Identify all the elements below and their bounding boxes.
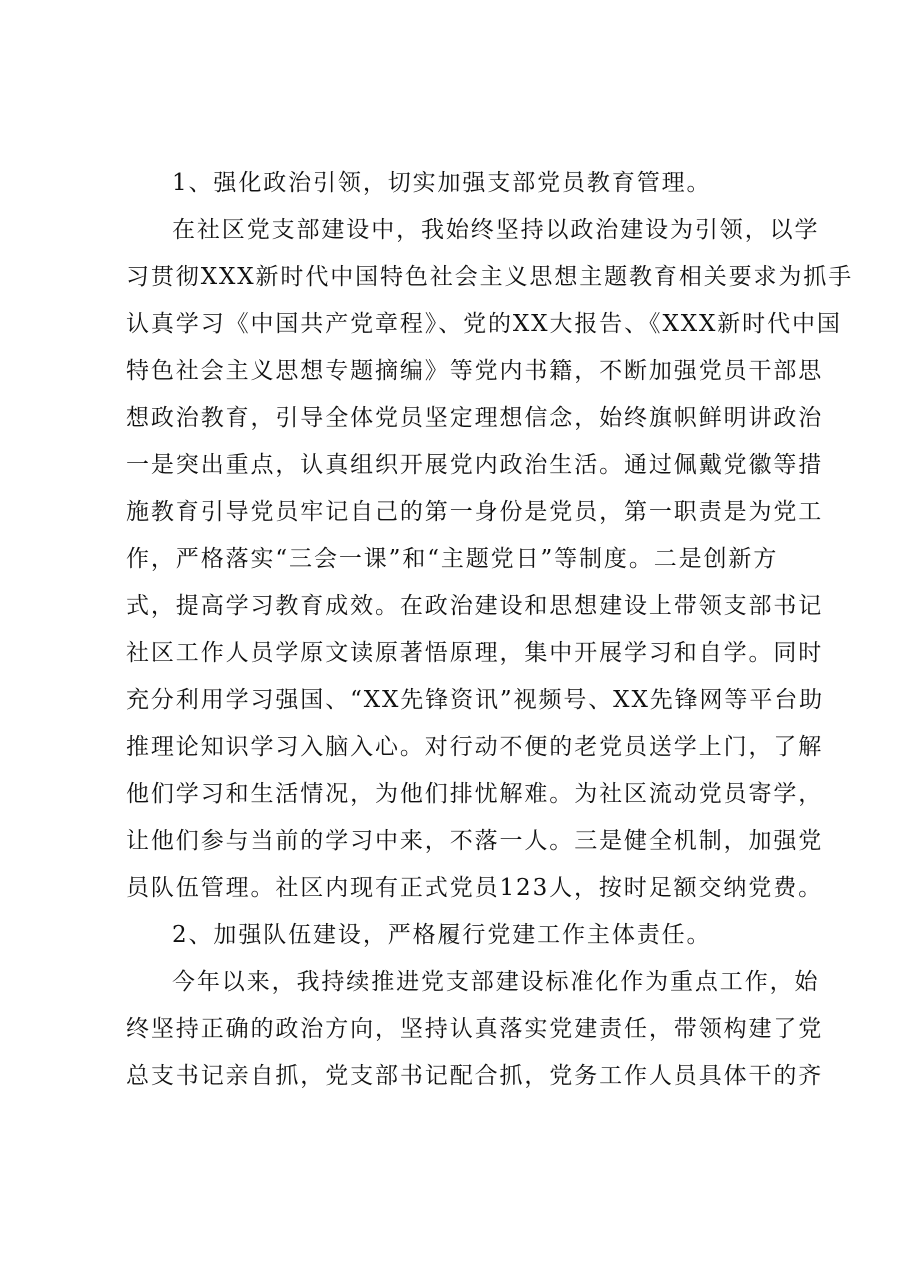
paragraph-line: 特色社会主义思想专题摘编》等党内书籍，不断加强党员干部思: [126, 358, 824, 384]
paragraph-line: 作，严格落实“三会一课”和“主题党日”等制度。二是创新方: [126, 546, 779, 572]
paragraph-line: 想政治教育，引导全体党员坚定理想信念，始终旗帜鲜明讲政治: [126, 405, 824, 431]
section-heading-1: 1、强化政治引领，切实加强支部党员教育管理。: [172, 170, 712, 196]
section-heading-2: 2、加强队伍建设，严格履行党建工作主体责任。: [172, 922, 712, 948]
paragraph-line: 认真学习《中国共产党章程》、党的XX大报告、《XXX新时代中国: [126, 311, 842, 337]
paragraph-line: 社区工作人员学原文读原著悟原理，集中开展学习和自学。同时: [126, 640, 824, 666]
paragraph-line: 施教育引导党员牢记自己的第一身份是党员，第一职责是为党工: [126, 499, 824, 525]
paragraph-line: 让他们参与当前的学习中来，不落一人。三是健全机制，加强党: [126, 828, 824, 854]
paragraph-line: 总支书记亲自抓，党支部书记配合抓，党务工作人员具体干的齐: [126, 1063, 824, 1089]
paragraph-line: 推理论知识学习入脑入心。对行动不便的老党员送学上门，了解: [126, 734, 824, 760]
paragraph-line: 他们学习和生活情况，为他们排忧解难。为社区流动党员寄学，: [126, 781, 824, 807]
paragraph-line: 在社区党支部建设中，我始终坚持以政治建设为引领，以学: [172, 217, 820, 243]
paragraph-line: 一是突出重点，认真组织开展党内政治生活。通过佩戴党徽等措: [126, 452, 824, 478]
paragraph-line: 式，提高学习教育成效。在政治建设和思想建设上带领支部书记: [126, 593, 824, 619]
paragraph-line: 终坚持正确的政治方向，坚持认真落实党建责任，带领构建了党: [126, 1016, 824, 1042]
paragraph-line: 员队伍管理。社区内现有正式党员123人，按时足额交纳党费。: [126, 875, 823, 901]
paragraph-line: 充分利用学习强国、“XX先锋资讯”视频号、XX先锋网等平台助: [126, 687, 825, 713]
paragraph-line: 今年以来，我持续推进党支部建设标准化作为重点工作，始: [172, 969, 820, 995]
document-body: [126, 160, 854, 1100]
paragraph-line: 习贯彻XXX新时代中国特色社会主义思想主题教育相关要求为抓手: [126, 264, 854, 290]
